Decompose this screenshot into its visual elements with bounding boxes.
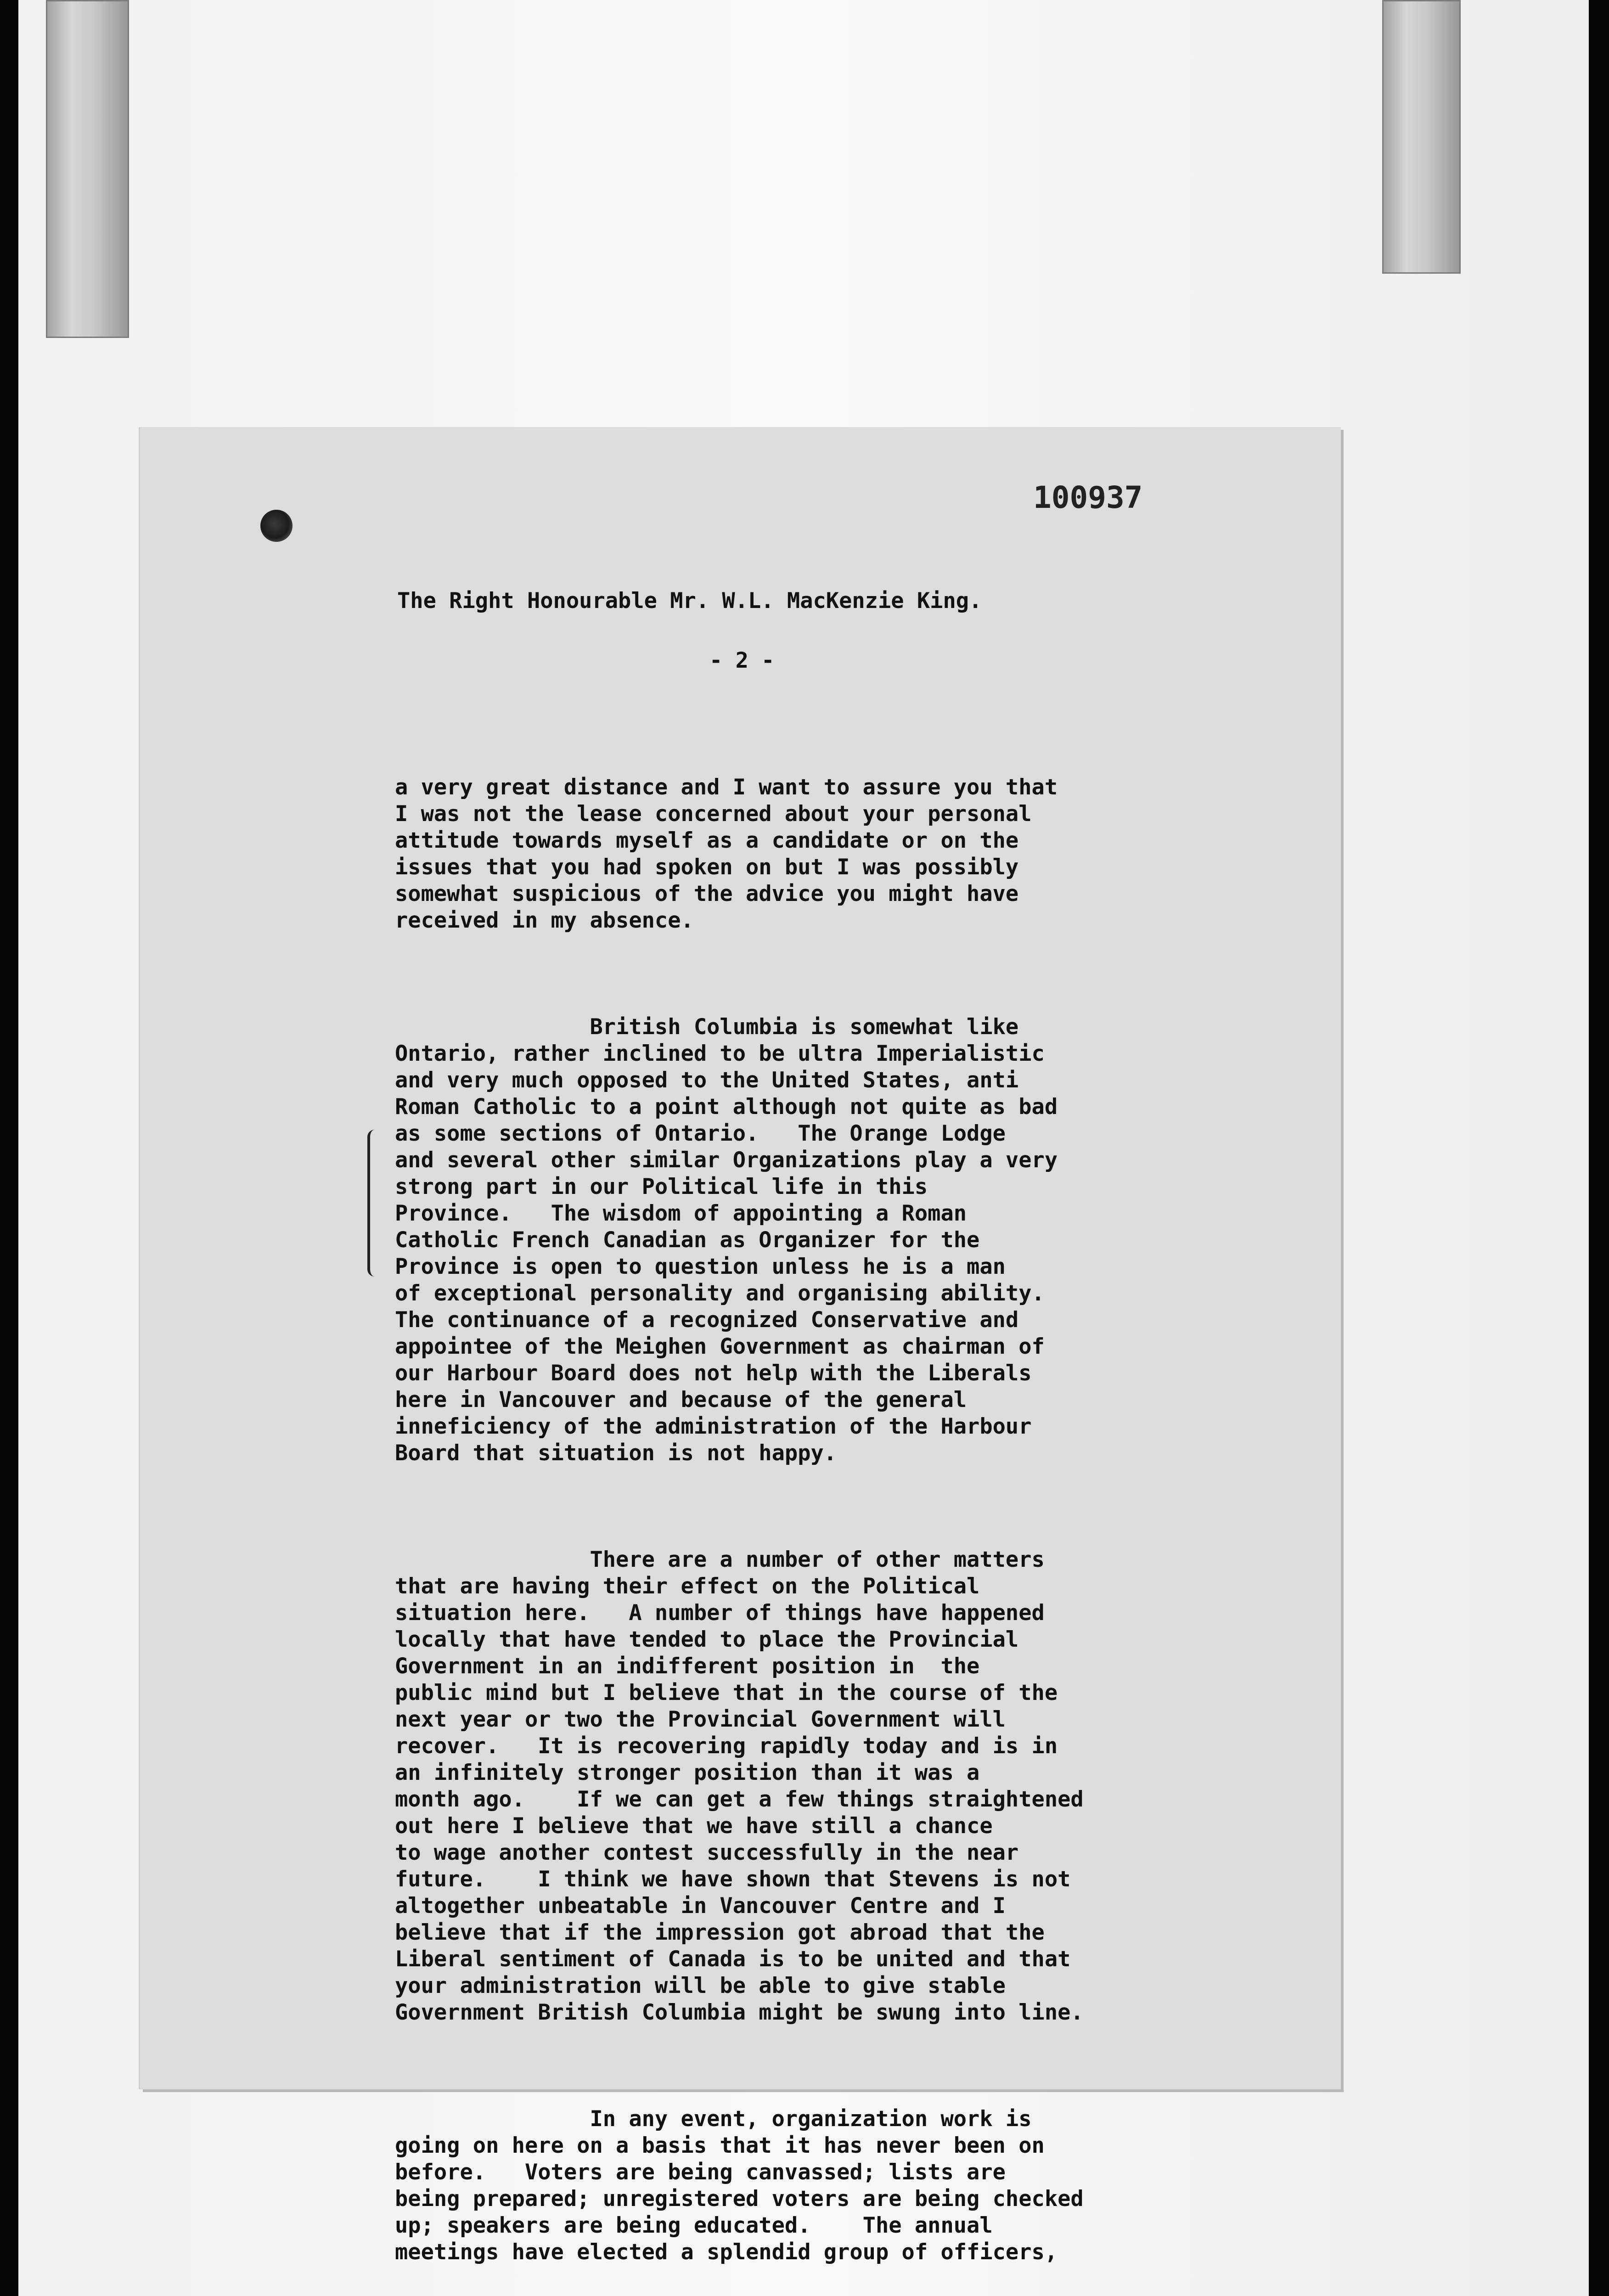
- margin-bracket-mark: [367, 1130, 375, 1277]
- typed-letter-page: [140, 427, 1341, 2265]
- paragraph: In any event, organization work is going on here on a basis that it has never been on before. Voters are being canvassed; lists are being prepared; unregistered voters are being checked up; speakers are being educated. The annual meetings have elected a splendid group of officers,: [395, 2106, 1084, 2265]
- punch-hole: [260, 510, 293, 542]
- tape-strip-top-left: [46, 0, 129, 338]
- page-number-stamp: 100937: [1033, 480, 1143, 515]
- paragraph: a very great distance and I want to assure you that I was not the lease concerned about your personal attitude towards myself as a candidate or on the issues that you had spoken on but I was possibly somewhat suspicious of the advice you might have received in my absence.: [395, 775, 1058, 933]
- letter-body: [395, 721, 1267, 2296]
- tape-strip-top-right: [1382, 0, 1461, 274]
- page-marker: - 2 -: [709, 648, 775, 673]
- paragraph: British Columbia is somewhat like Ontario, rather inclined to be ultra Imperialistic and very much opposed to the United States, anti Roman Catholic to a point although not quite as bad as some sections of Ontario. The Orange Lodge and several other similar Organizations play a very strong part in our Political life in this Province. The wisdom of appointing a Roman Catholic French Canadian as Organizer for the Province is open to question unless he is a man of exceptional personality and organising ability. The continuance of a recognized Conservative and appointee of the Meighen Government as chairman of our Harbour Board does not help with the Liberals here in Vancouver and because of the general inneficiency of the administration of the Harbour Board that situation is not happy.: [395, 1014, 1058, 1466]
- paragraph: There are a number of other matters that are having their effect on the Political situation here. A number of things have happened locally that have tended to place the Provincial Government in an indifferent position in the public mind but I believe that in the course of the next year or two the Provincial Government will recover. It is recovering rapidly today and is in an infinitely stronger position than it was a month ago. If we can get a few things straightened out here I believe that we have still a chance to wage another contest successfully in the near future. I think we have shown that Stevens is not altogether unbeatable in Vancouver Centre and I believe that if the impression got abroad that the Liberal sentiment of Canada is to be united and that your administration will be able to give stable Government British Columbia might be swung into line.: [395, 1547, 1084, 2025]
- letter-addressee: The Right Honourable Mr. W.L. MacKenzie King.: [397, 588, 982, 613]
